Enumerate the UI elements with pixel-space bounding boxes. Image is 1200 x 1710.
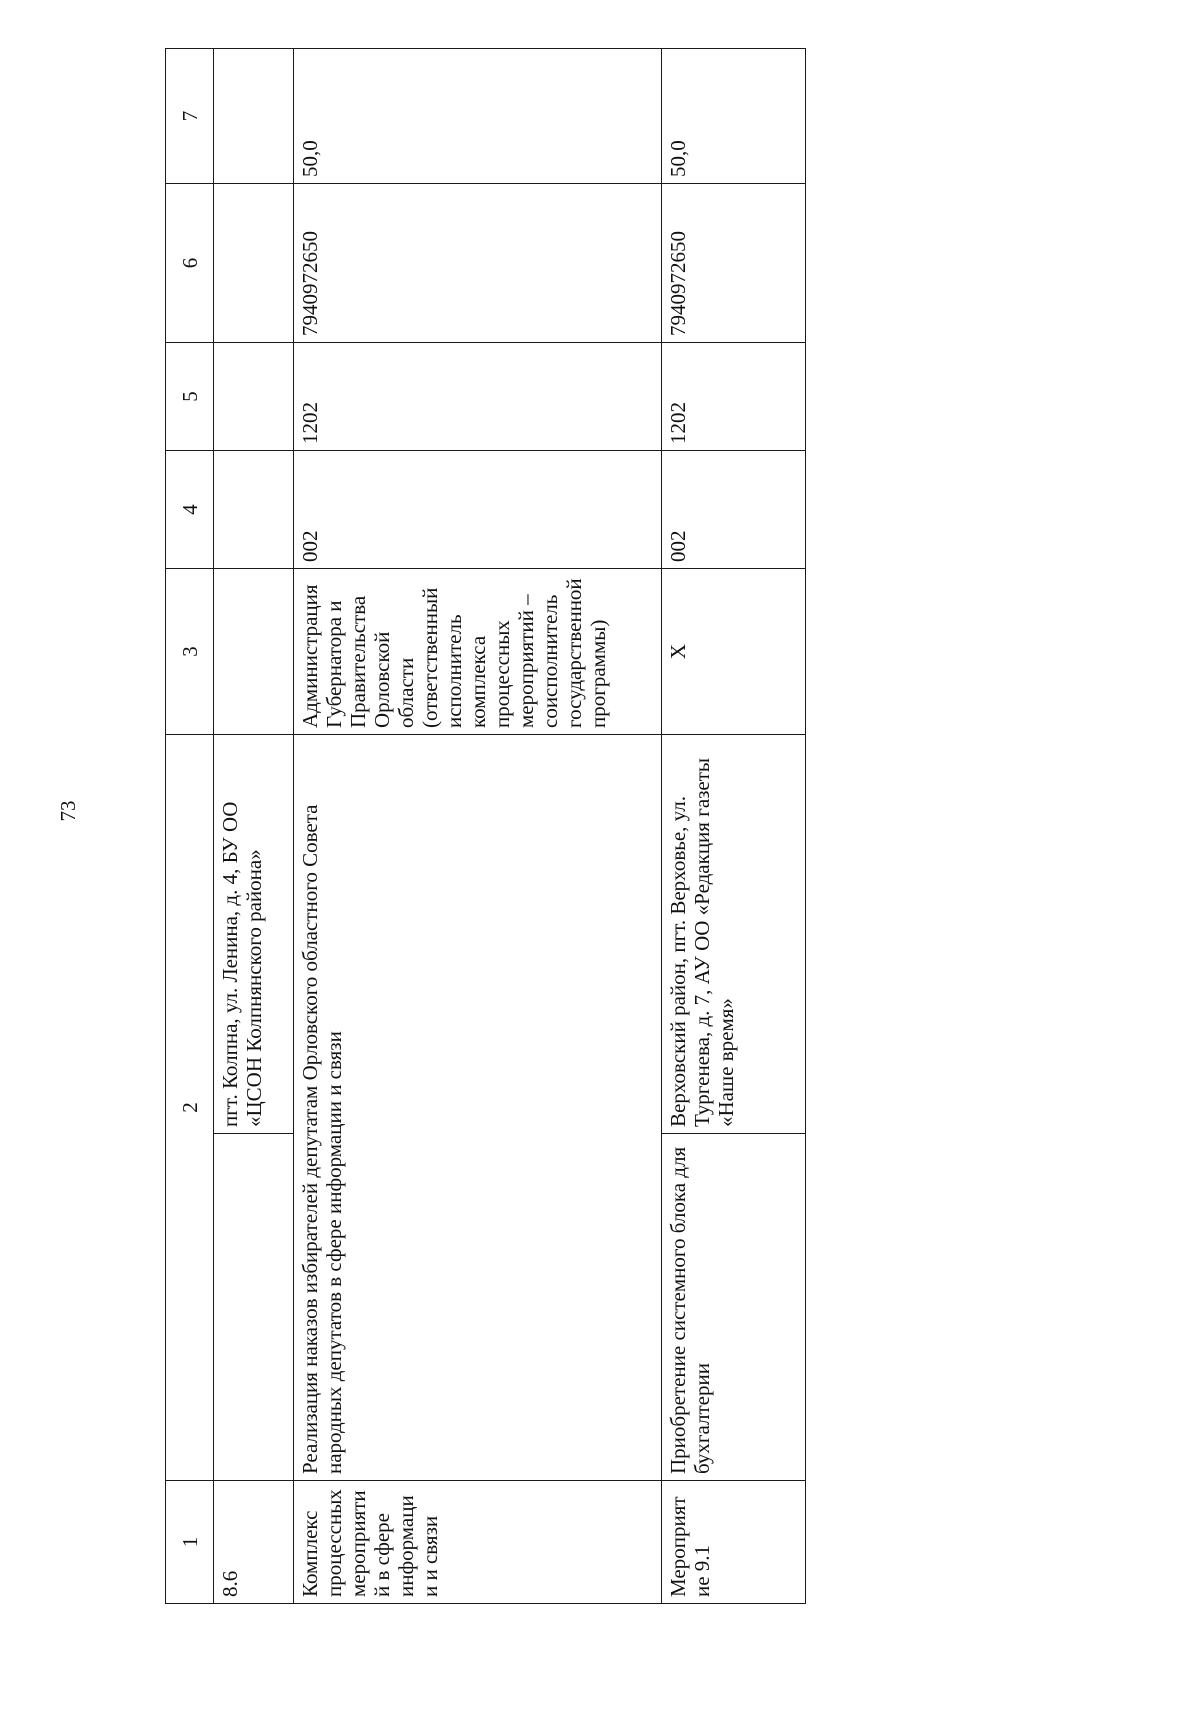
amount-cell	[214, 49, 294, 184]
target-article-cell: 7940972650	[662, 184, 806, 343]
page-number: 73	[56, 800, 80, 822]
header-row	[166, 49, 214, 1604]
header-col-1: 1	[166, 1481, 214, 1604]
section-cell: 1202	[662, 343, 806, 451]
table-row	[662, 49, 806, 1604]
row-title-cell: Мероприятие 9.1	[662, 1481, 806, 1604]
section-cell: 1202	[294, 343, 662, 451]
executor-cell: X	[662, 569, 806, 735]
table-row	[214, 49, 294, 1604]
row-number-cell: 8.6	[214, 1481, 294, 1604]
target-article-cell	[214, 184, 294, 343]
amount-cell: 50,0	[662, 49, 806, 184]
header-col-4: 4	[166, 451, 214, 569]
header-col-5: 5	[166, 343, 214, 451]
rotated-table-wrapper	[165, 49, 805, 1604]
executor-cell: Администрация Губернатора и Правительства Орловской области (ответственный исполнитель комплекса процессных мероприятий – соисполнитель государственной программы)	[294, 569, 662, 735]
header-col-7: 7	[166, 49, 214, 184]
address-cell: Верховский район, пгт. Верховье, ул. Тургенева, д. 7, АУ ОО «Редакция газеты «Наше время»	[662, 735, 806, 1134]
address-cell: пгт. Колпна, ул. Ленина, д. 4, БУ ОО «ЦСОН Колпнянского района»	[214, 735, 294, 1134]
table-row	[294, 49, 662, 1604]
data-table	[165, 48, 806, 1604]
header-col-2: 2	[166, 735, 214, 1481]
executor-cell	[214, 569, 294, 735]
code-cell: 002	[294, 451, 662, 569]
section-cell	[214, 343, 294, 451]
code-cell: 002	[662, 451, 806, 569]
description-cell	[214, 1134, 294, 1481]
description-cell: Приобретение системного блока для бухгалтерии	[662, 1134, 806, 1481]
description-cell: Реализация наказов избирателей депутатам Орловского областного Совета народных депутатов в сфере информации и связи	[294, 735, 662, 1481]
header-col-6: 6	[166, 184, 214, 343]
row-title-cell: Комплекс процессных мероприятий в сфере информации и связи	[294, 1481, 662, 1604]
amount-cell: 50,0	[294, 49, 662, 184]
code-cell	[214, 451, 294, 569]
target-article-cell: 7940972650	[294, 184, 662, 343]
header-col-3: 3	[166, 569, 214, 735]
